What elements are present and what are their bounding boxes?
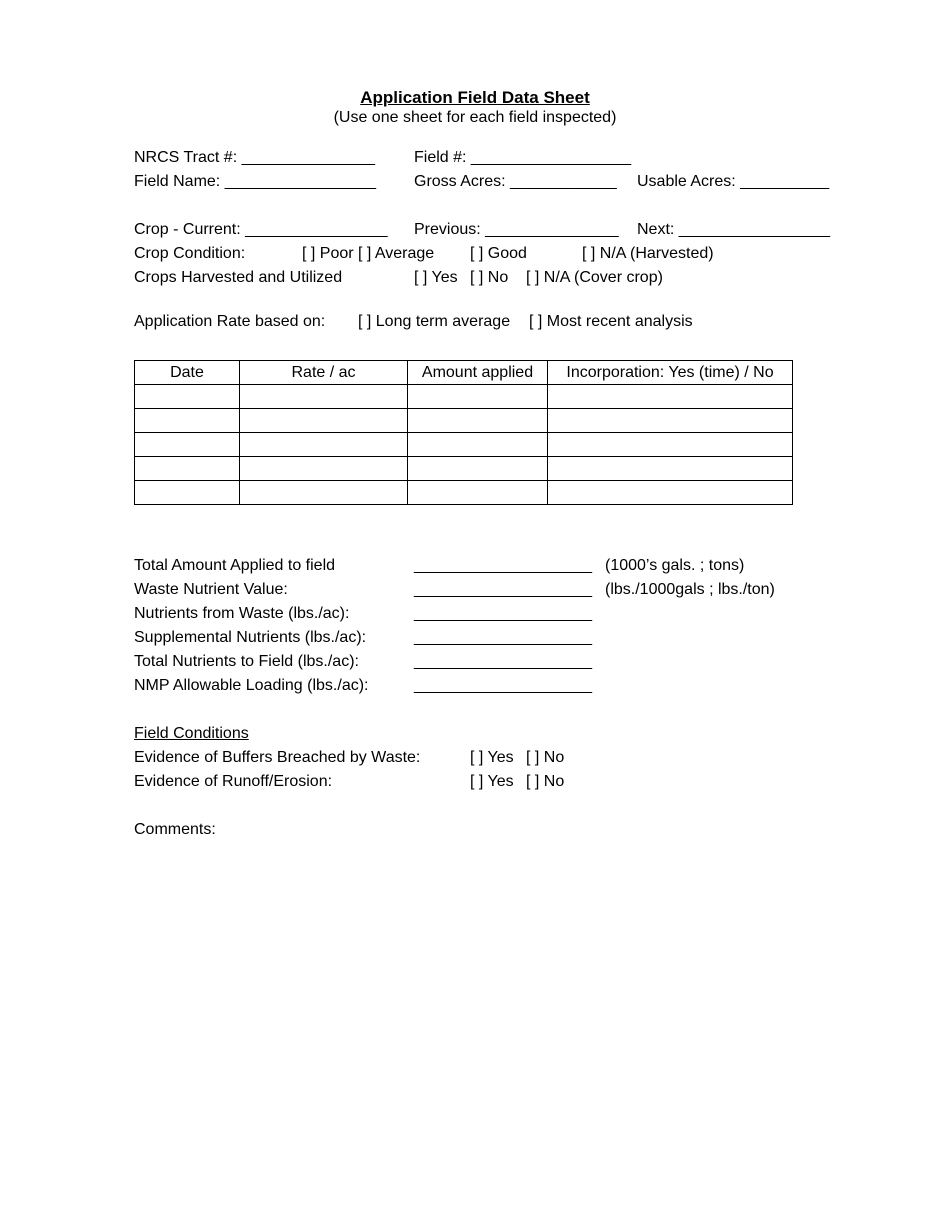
most-recent-analysis-checkbox[interactable]: [ ] Most recent analysis: [529, 313, 693, 330]
field-conditions-heading: Field Conditions: [134, 725, 249, 742]
buffers-no-checkbox[interactable]: [ ] No: [526, 749, 565, 766]
supplemental-nutrients-label: Supplemental Nutrients (lbs./ac):: [134, 629, 367, 646]
crop-previous-field[interactable]: Previous: _______________: [414, 221, 619, 238]
table-row: [135, 457, 793, 481]
table-cell[interactable]: [548, 481, 793, 505]
table-cell[interactable]: [548, 409, 793, 433]
field-number-field[interactable]: Field #: __________________: [414, 149, 632, 166]
table-cell[interactable]: [408, 385, 548, 409]
runoff-erosion-label: Evidence of Runoff/Erosion:: [134, 773, 333, 790]
table-cell[interactable]: [135, 457, 240, 481]
crop-condition-good-checkbox[interactable]: [ ] Good: [470, 245, 527, 262]
table-row: [135, 409, 793, 433]
runoff-yes-checkbox[interactable]: [ ] Yes: [470, 773, 514, 790]
col-amount-header: Amount applied: [408, 361, 548, 385]
table-cell[interactable]: [240, 433, 408, 457]
application-rate-label: Application Rate based on:: [134, 313, 326, 330]
comments-area[interactable]: [134, 846, 814, 1126]
supplemental-nutrients-blank[interactable]: ____________________: [414, 629, 592, 646]
table-row: [135, 385, 793, 409]
table-cell[interactable]: [240, 409, 408, 433]
crop-current-field[interactable]: Crop - Current: ________________: [134, 221, 388, 238]
page-title: Application Field Data Sheet: [360, 88, 590, 107]
table-cell[interactable]: [135, 409, 240, 433]
crop-condition-label: Crop Condition:: [134, 245, 246, 262]
field-name-field[interactable]: Field Name: _________________: [134, 173, 376, 190]
table-cell[interactable]: [240, 385, 408, 409]
col-incorporation-header: Incorporation: Yes (time) / No: [548, 361, 793, 385]
table-row: [135, 481, 793, 505]
waste-nutrient-value-units: (lbs./1000gals ; lbs./ton): [605, 581, 775, 598]
table-row: [135, 433, 793, 457]
table-cell[interactable]: [240, 457, 408, 481]
table-cell[interactable]: [548, 433, 793, 457]
total-nutrients-label: Total Nutrients to Field (lbs./ac):: [134, 653, 359, 670]
nutrients-from-waste-label: Nutrients from Waste (lbs./ac):: [134, 605, 350, 622]
buffers-breached-label: Evidence of Buffers Breached by Waste:: [134, 749, 421, 766]
nrcs-tract-field[interactable]: NRCS Tract #: _______________: [134, 149, 376, 166]
col-rate-header: Rate / ac: [240, 361, 408, 385]
gross-acres-field[interactable]: Gross Acres: ____________: [414, 173, 617, 190]
waste-nutrient-value-blank[interactable]: ____________________: [414, 581, 592, 598]
harvested-na-checkbox[interactable]: [ ] N/A (Cover crop): [526, 269, 663, 286]
table-cell[interactable]: [135, 385, 240, 409]
harvested-yes-checkbox[interactable]: [ ] Yes: [414, 269, 458, 286]
application-table: [134, 360, 793, 505]
comments-label: Comments:: [134, 821, 216, 838]
long-term-average-checkbox[interactable]: [ ] Long term average: [358, 313, 511, 330]
usable-acres-field[interactable]: Usable Acres: __________: [637, 173, 830, 190]
table-cell[interactable]: [408, 433, 548, 457]
table-cell[interactable]: [240, 481, 408, 505]
total-amount-label: Total Amount Applied to field: [134, 557, 336, 574]
total-amount-blank[interactable]: ____________________: [414, 557, 592, 574]
crop-condition-poor-checkbox[interactable]: [ ] Poor: [302, 245, 354, 262]
crop-condition-average-checkbox[interactable]: [ ] Average: [358, 245, 435, 262]
total-amount-units: (1000’s gals. ; tons): [605, 557, 745, 574]
crop-next-field[interactable]: Next: _________________: [637, 221, 831, 238]
crop-condition-na-checkbox[interactable]: [ ] N/A (Harvested): [582, 245, 714, 262]
crops-harvested-label: Crops Harvested and Utilized: [134, 269, 343, 286]
table-cell[interactable]: [408, 481, 548, 505]
waste-nutrient-value-label: Waste Nutrient Value:: [134, 581, 288, 598]
nutrients-from-waste-blank[interactable]: ____________________: [414, 605, 592, 622]
table-cell[interactable]: [548, 385, 793, 409]
table-cell[interactable]: [135, 433, 240, 457]
table-header-row: [135, 361, 793, 385]
total-nutrients-blank[interactable]: ____________________: [414, 653, 592, 670]
harvested-no-checkbox[interactable]: [ ] No: [470, 269, 509, 286]
page-subtitle: (Use one sheet for each field inspected): [333, 109, 617, 126]
nmp-allowable-label: NMP Allowable Loading (lbs./ac):: [134, 677, 369, 694]
table-cell[interactable]: [408, 409, 548, 433]
buffers-yes-checkbox[interactable]: [ ] Yes: [470, 749, 514, 766]
table-cell[interactable]: [135, 481, 240, 505]
runoff-no-checkbox[interactable]: [ ] No: [526, 773, 565, 790]
col-date-header: Date: [135, 361, 240, 385]
table-cell[interactable]: [548, 457, 793, 481]
nmp-allowable-blank[interactable]: ____________________: [414, 677, 592, 694]
table-cell[interactable]: [408, 457, 548, 481]
